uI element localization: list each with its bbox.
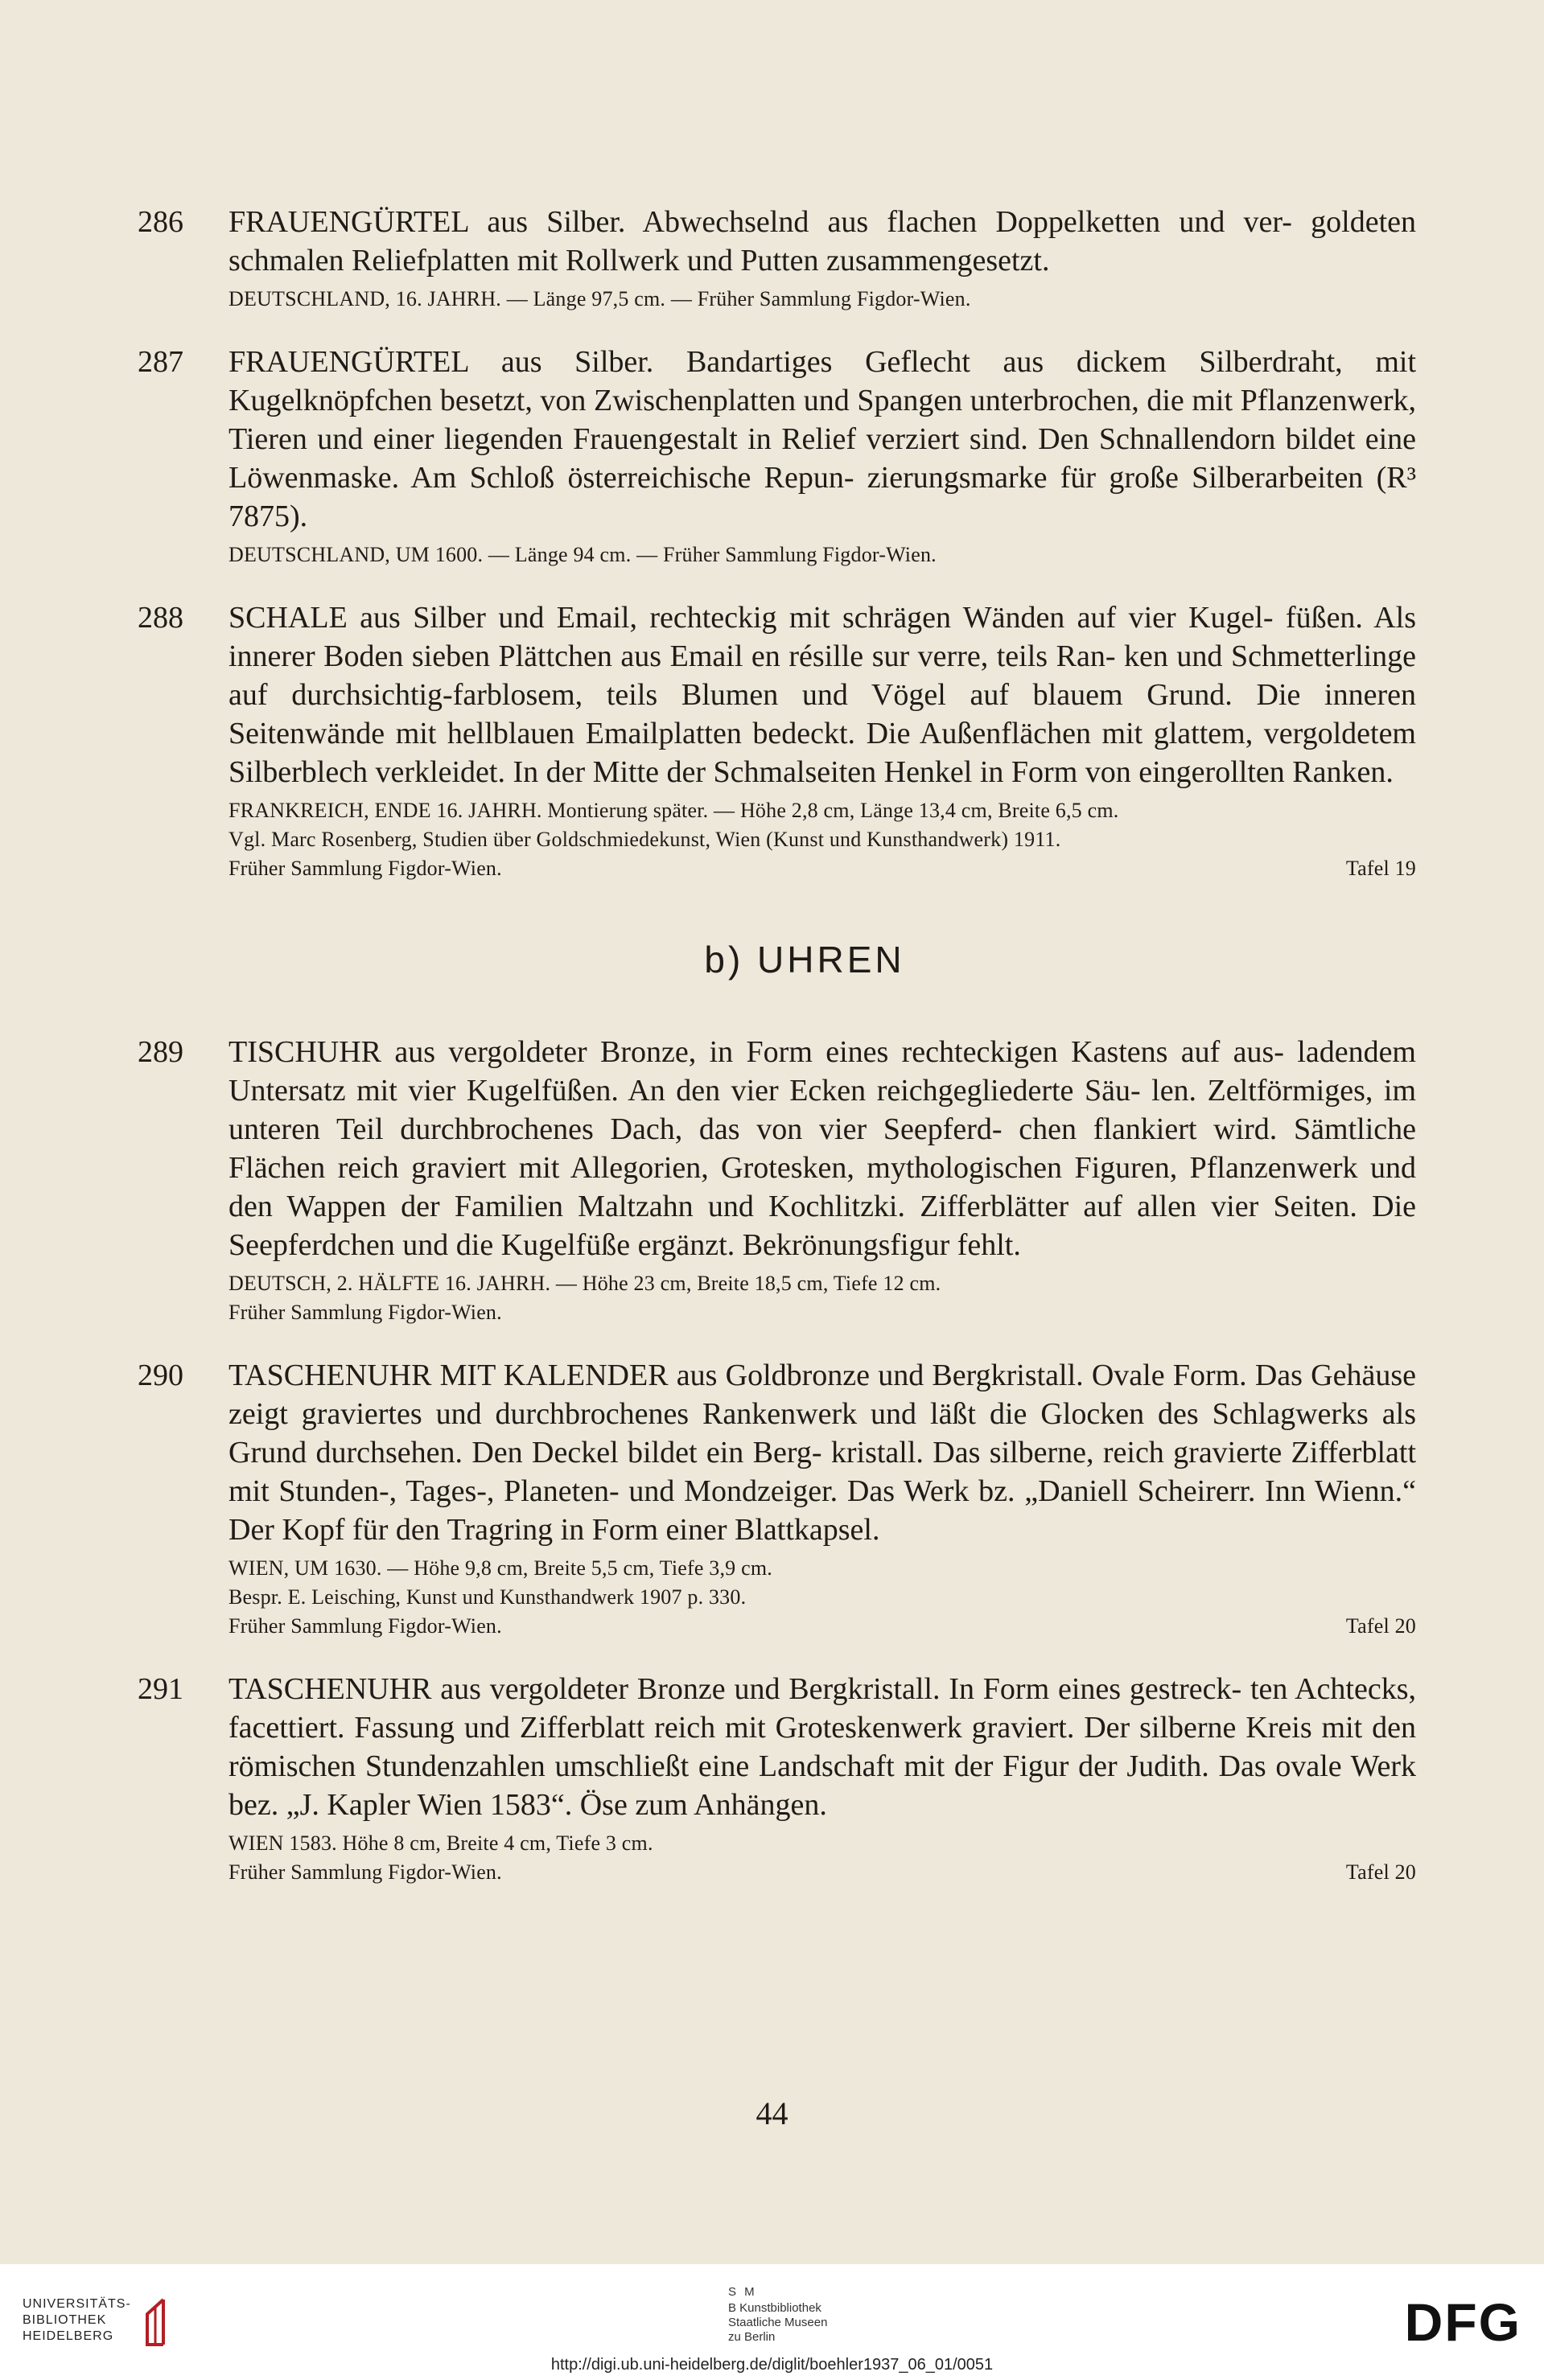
entry-provenance: Früher Sammlung Figdor-Wien. — [229, 1614, 502, 1638]
entry-reference: Vgl. Marc Rosenberg, Studien über Goldschmiedekunst, Wien (Kunst und Kunsthandwerk) 1911. — [229, 828, 1061, 851]
entry-provenance-row — [229, 1858, 1416, 1887]
entry-reference: Bespr. E. Leisching, Kunst und Kunsthandwerk 1907 p. 330. — [229, 1585, 747, 1609]
catalog-entry-286 — [138, 203, 1416, 314]
entry-meta: WIEN, UM 1630. — Höhe 9,8 cm, Breite 5,5 cm, Tiefe 3,9 cm. — [229, 1556, 772, 1580]
entry-description: TASCHENUHR MIT KALENDER aus Goldbronze und Bergkristall. Ovale Form. Das Gehäuse zeigt graviertes und durchbrochenes Rankenwerk und läßt die Glocken des Schlagwerks als Grund durchsehen. Den Deckel bildet ein Berg- kristall. Das silberne, reich gravierte Zifferblatt mit Stunden-, Tages-, Planeten- und Mondzeiger. Das Werk bz. „Daniell Scheirerr. Inn Wienn.“ Der Kopf für den Tragring in Form einer Blattkapsel. — [229, 1359, 1416, 1547]
permalink-url[interactable]: http://digi.ub.uni-heidelberg.de/diglit/boehler1937_06_01/0051 — [550, 2356, 994, 2374]
entry-meta: DEUTSCHLAND, 16. JAHRH. — Länge 97,5 cm. — Früher Sammlung Figdor-Wien. — [229, 287, 971, 310]
university-library-logo[interactable] — [23, 2296, 175, 2349]
entry-number: 289 — [138, 1035, 183, 1069]
plate-reference: Tafel 19 — [1345, 857, 1416, 880]
catalog-entry-290 — [138, 1356, 1416, 1641]
entry-provenance: Früher Sammlung Figdor-Wien. — [229, 1860, 502, 1884]
catalog-content — [138, 203, 1416, 1916]
entry-meta: FRANKREICH, ENDE 16. JAHRH. Montierung später. — Höhe 2,8 cm, Länge 13,4 cm, Breite 6,5 cm. — [229, 799, 1119, 822]
entry-description: TISCHUHR aus vergoldeter Bronze, in Form eines rechteckigen Kastens auf aus- ladendem Untersatz mit vier Kugelfüßen. An den vier Ecken reichgegliederte Säu- len. Zeltförmiges, im unteren Teil durchbrochenes Dach, das von vier Seepferd- chen flankiert wird. Sämtliche Flächen reich graviert mit Allegorien, Grotesken, mythologischen Figuren, Pflanzenwerk und den Wappen der Familien Maltzahn und Kochlitzki. Zifferblätter auf allen vier Seiten. Die Seepferdchen und die Kugelfüße ergänzt. Bekrönungsfigur fehlt. — [229, 1035, 1416, 1262]
entry-meta: WIEN 1583. Höhe 8 cm, Breite 4 cm, Tiefe 3 cm. — [229, 1831, 653, 1855]
smb-kunstbibliothek-logo[interactable]: S M B Kunstbibliothek Staatliche Museen zu Berlin — [728, 2285, 828, 2344]
catalog-entry-287 — [138, 343, 1416, 569]
university-name: UNIVERSITÄTS- BIBLIOTHEK HEIDELBERG — [23, 2297, 131, 2343]
digitization-footer — [0, 2264, 1544, 2380]
section-heading: b) UHREN — [704, 939, 905, 980]
entry-provenance-row — [229, 1612, 1416, 1641]
dfg-logo[interactable]: DFG — [1404, 2292, 1521, 2352]
catalog-entry-291 — [138, 1670, 1416, 1887]
university-logo-icon — [139, 2296, 175, 2349]
entry-number: 291 — [138, 1672, 183, 1706]
entry-number: 286 — [138, 205, 183, 239]
entry-meta: DEUTSCH, 2. HÄLFTE 16. JAHRH. — Höhe 23 cm, Breite 18,5 cm, Tiefe 12 cm. — [229, 1272, 941, 1295]
entry-number: 290 — [138, 1359, 183, 1392]
entry-provenance: Früher Sammlung Figdor-Wien. — [229, 1301, 502, 1324]
plate-reference: Tafel 20 — [1345, 1860, 1416, 1884]
entry-meta: DEUTSCHLAND, UM 1600. — Länge 94 cm. — Früher Sammlung Figdor-Wien. — [229, 543, 937, 566]
entry-number: 288 — [138, 601, 183, 635]
entry-description: TASCHENUHR aus vergoldeter Bronze und Bergkristall. In Form eines gestreck- ten Achtecks, facettiert. Fassung und Zifferblatt reich mit Groteskenwerk graviert. Der silberne Kreis mit den römischen Stundenzahlen umschließt eine Landschaft mit der Figur der Judith. Das ovale Werk bez. „J. Kapler Wien 1583“. Öse zum Anhängen. — [229, 1672, 1416, 1822]
plate-reference: Tafel 20 — [1345, 1614, 1416, 1638]
entry-description: FRAUENGÜRTEL aus Silber. Bandartiges Geflecht aus dickem Silberdraht, mit Kugelknöpfchen besetzt, von Zwischenplatten und Spangen unterbrochen, die mit Pflanzenwerk, Tieren und einer liegenden Frauengestalt in Relief verziert sind. Den Schnallendorn bildet eine Löwenmaske. Am Schloß österreichische Repun- zierungsmarke für große Silberarbeiten (R³ 7875). — [229, 345, 1416, 533]
entry-description: SCHALE aus Silber und Email, rechteckig mit schrägen Wänden auf vier Kugel- füßen. Als innerer Boden sieben Plättchen aus Email en résille sur verre, teils Ran- ken und Schmetterlinge auf durchsichtig-farblosem, teils Blumen und Vögel auf blauem Grund. Die inneren Seitenwände mit hellblauen Emailplatten bedeckt. Die Außenflächen mit glattem, vergoldetem Silberblech verkleidet. In der Mitte der Schmalseiten Henkel in Form von eingerollten Ranken. — [229, 601, 1416, 789]
catalog-entry-289 — [138, 1033, 1416, 1327]
entry-provenance-row — [229, 854, 1416, 883]
entry-description: FRAUENGÜRTEL aus Silber. Abwechselnd aus flachen Doppelketten und ver- goldeten schmalen Reliefplatten mit Rollwerk und Putten zusammengesetzt. — [229, 205, 1416, 277]
catalog-entry-288 — [138, 598, 1416, 883]
page-number: 44 — [756, 2095, 788, 2131]
entry-provenance: Früher Sammlung Figdor-Wien. — [229, 857, 502, 880]
entry-number: 287 — [138, 345, 183, 379]
